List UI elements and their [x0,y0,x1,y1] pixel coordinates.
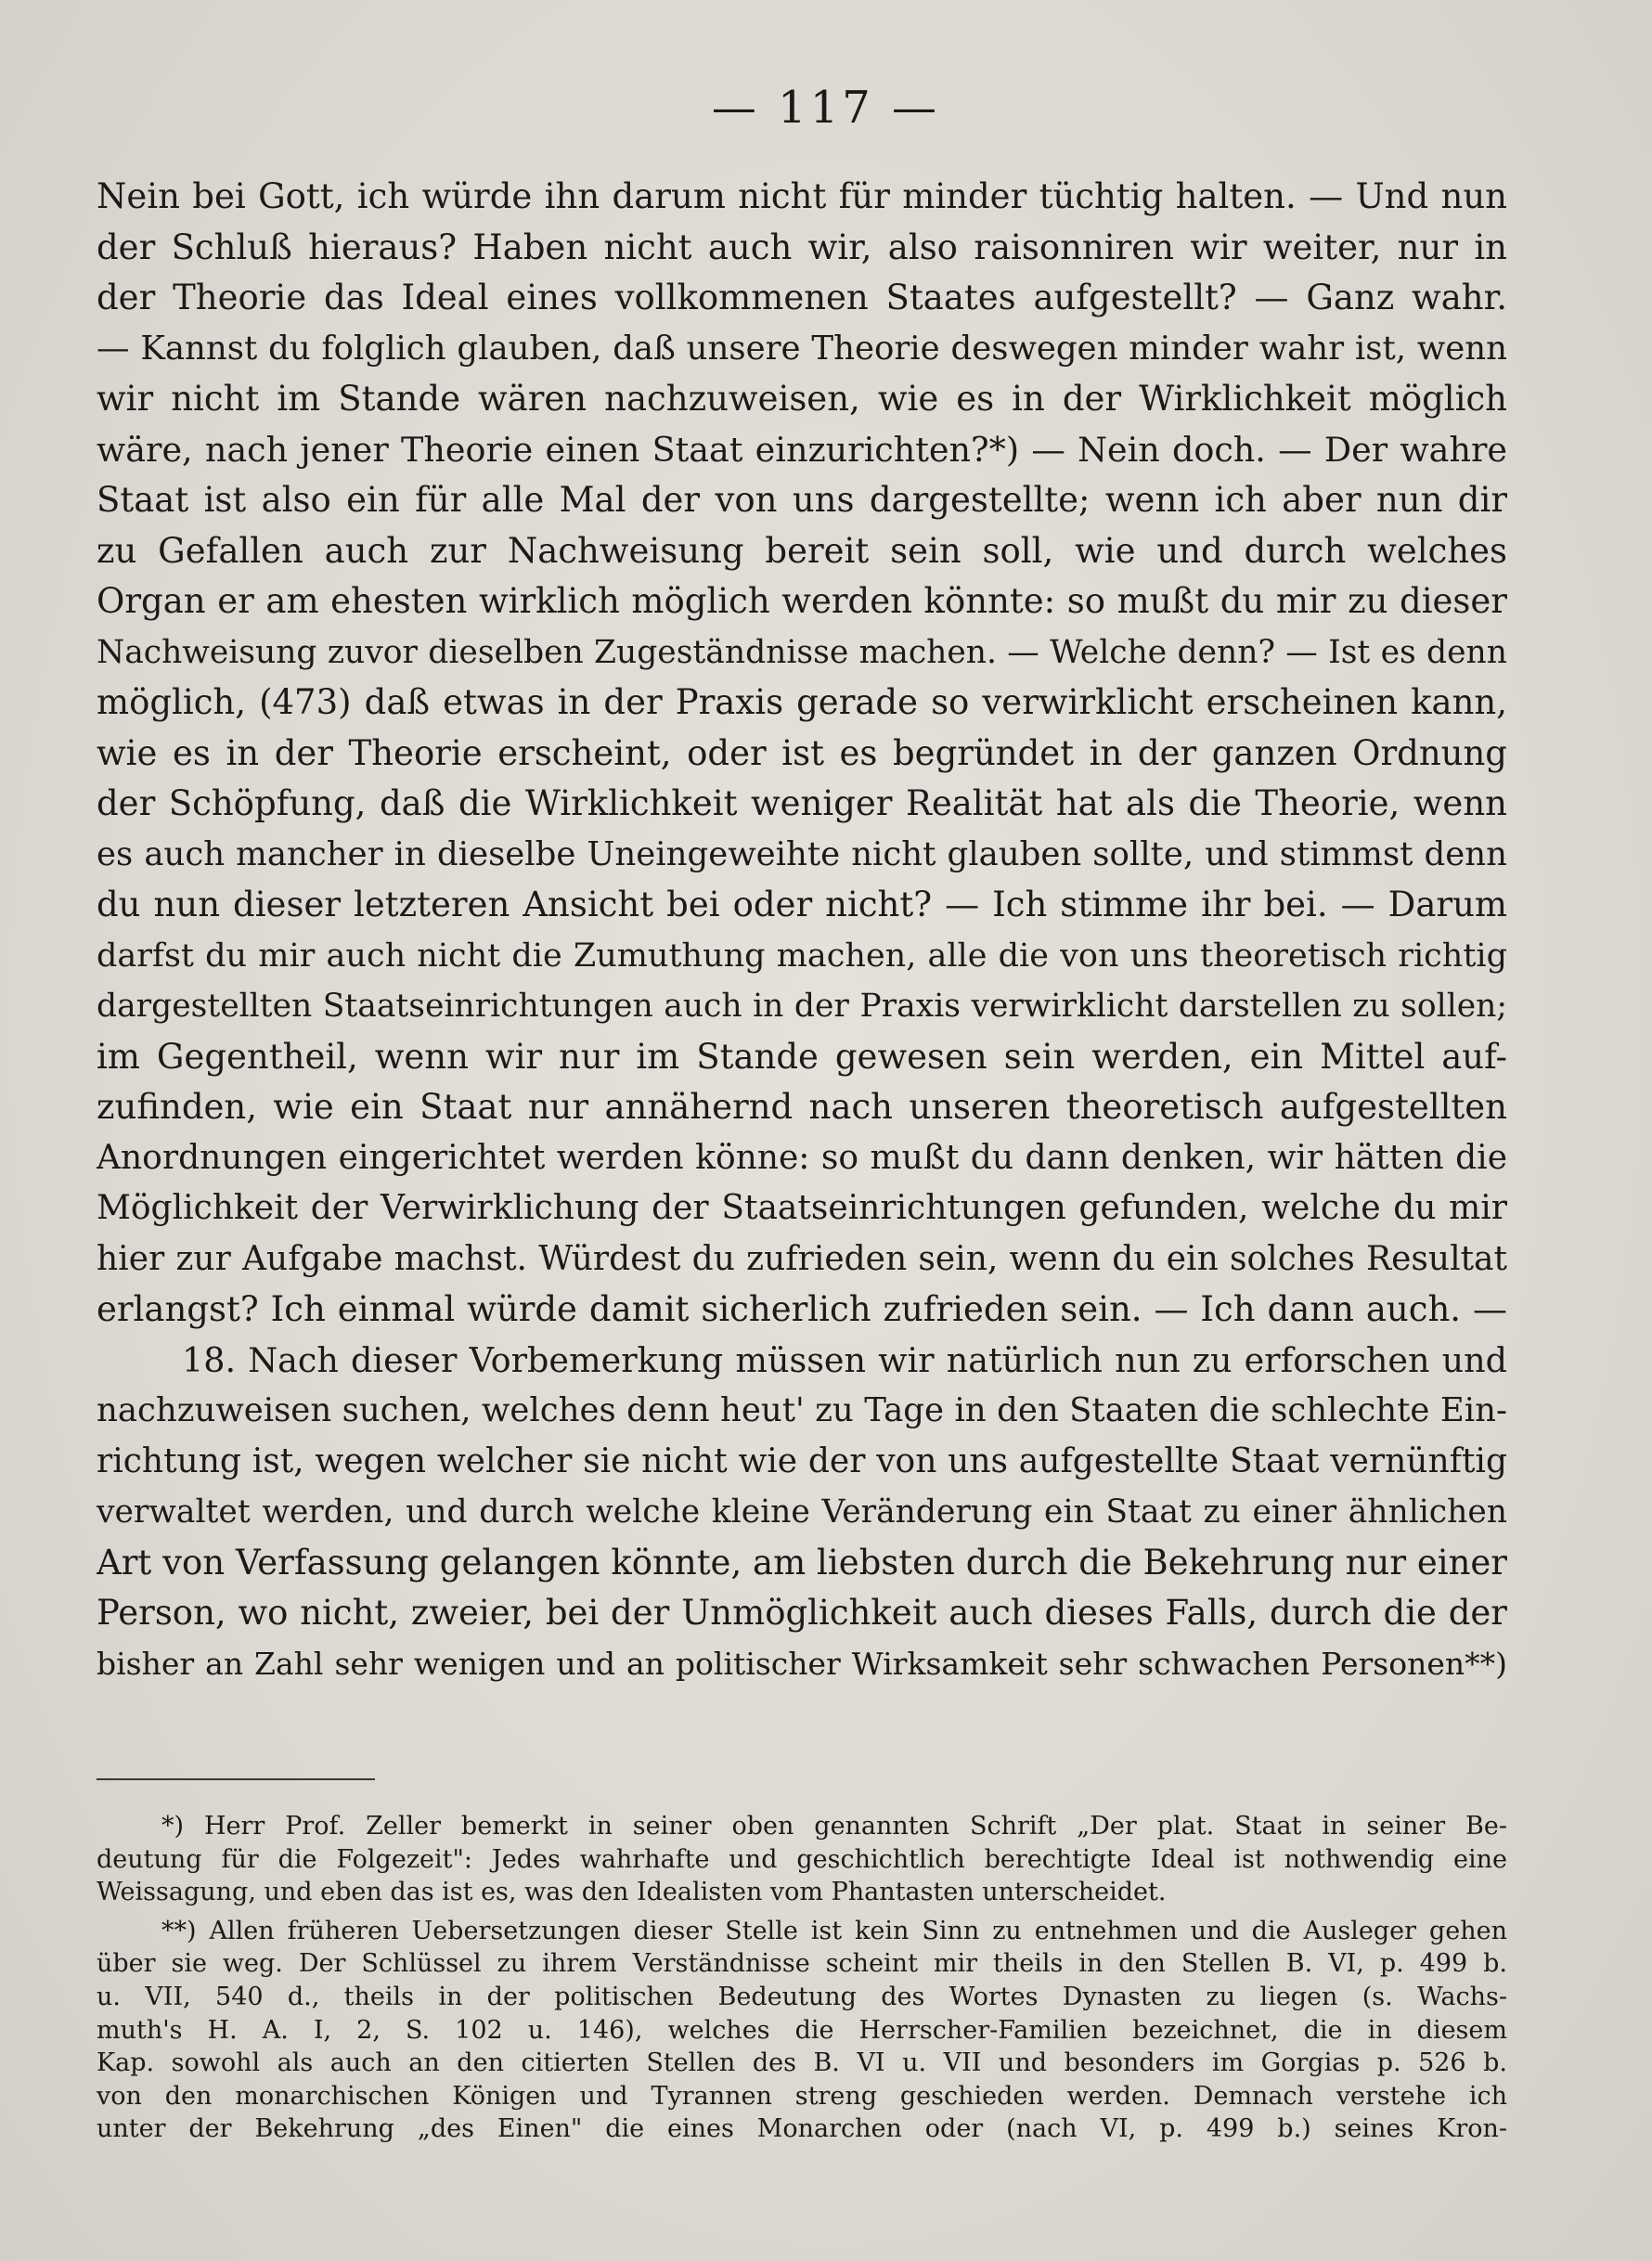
footnote-rule [97,1778,375,1780]
text-line: Organ er am ehesten wirklich möglich werden könnte: so mußt du mir zu dieser [97,581,1507,621]
footnote-line: Kap. sowohl als auch an den citierten Stellen des B. VI u. VII und besonders im Gorgias p. 526 b. [97,2048,1507,2078]
text-line: Anordnungen eingerichtet werden könne: so mußt du dann denken, wir hätten die [97,1138,1507,1177]
footnote-1 [97,1810,1507,1909]
footnote-2 [97,1915,1507,2146]
footnote-line: unter der Bekehrung „des Einen" die eines Monarchen oder (nach VI, p. 499 b.) seines Kron- [97,2114,1507,2144]
text-line: 18. Nach dieser Vorbemerkung müssen wir natürlich nun zu erforschen und [182,1339,1507,1380]
text-line: wir nicht im Stande wären nachzuweisen, wie es in der Wirklichkeit möglich [97,379,1507,419]
text-line: Staat ist also ein für alle Mal der von uns dargestellte; wenn ich aber nun dir [97,480,1507,520]
text-line: möglich, (473) daß etwas in der Praxis gerade so verwirklicht erscheinen kann, [97,682,1507,722]
text-line: hier zur Aufgabe machst. Würdest du zufrieden sein, wenn du ein solches Resultat [97,1239,1507,1278]
text-line: wie es in der Theorie erscheint, oder ist es begründet in der ganzen Ordnung [97,732,1507,773]
footnotes [97,1810,1507,2146]
footnote-line: *) Herr Prof. Zeller bemerkt in seiner oben genannten Schrift „Der plat. Staat in seiner Be- [161,1812,1507,1841]
text-line: dargestellten Staatseinrichtungen auch in der Praxis verwirklicht darstellen zu sollen; [97,988,1507,1025]
text-line: darfst du mir auch nicht die Zumuthung machen, alle die von uns theoretisch richtig [97,937,1507,975]
footnote-line: deutung für die Folgezeit": Jedes wahrhafte und geschichtlich berechtigte Ideal ist nothwendig eine [97,1844,1507,1874]
text-line: der Schöpfung, daß die Wirklichkeit weniger Realität hat als die Theorie, wenn [97,783,1507,823]
text-line: wäre, nach jener Theorie einen Staat einzurichten?*) — Nein doch. — Der wahre [97,429,1507,470]
body-text [97,172,1507,1689]
text-line: zufinden, wie ein Staat nur annähernd nach unseren theoretisch aufgestellten [97,1087,1507,1127]
footnote-line: muth's H. A. I, 2, S. 102 u. 146), welches die Herrscher-Familien bezeichnet, die in diesem [97,2015,1507,2045]
text-line: erlangst? Ich einmal würde damit sicherlich zufrieden sein. — Ich dann auch. — [97,1289,1507,1329]
text-line: bisher an Zahl sehr wenigen und an politischer Wirksamkeit sehr schwachen Personen**) [97,1645,1507,1682]
footnote-line: über sie weg. Der Schlüssel zu ihrem Verständnisse scheint mir theils in den Stellen B. VI, p. 499 b. [97,1949,1507,1979]
text-line: Art von Verfassung gelangen könnte, am liebsten durch die Bekehrung nur einer [97,1542,1507,1583]
text-line: es auch mancher in dieselbe Uneingeweihte nicht glauben sollte, und stimmst denn [97,834,1507,873]
text-line: Nachweisung zuvor dieselben Zugeständnisse machen. — Welche denn? — Ist es denn [97,633,1507,671]
footnote-line: u. VII, 540 d., theils in der politischen Bedeutung des Wortes Dynasten zu liegen (s. Wachs- [97,1982,1507,2011]
footnote-line: von den monarchischen Königen und Tyrannen streng geschieden werden. Demnach verstehe ich [97,2081,1507,2111]
footnote-line: Weissagung, und eben das ist es, was den Idealisten vom Phantasten unterscheidet. [97,1878,1167,1907]
text-line: im Gegentheil, wenn wir nur im Stande gewesen sein werden, ein Mittel auf- [97,1036,1507,1077]
page-number: — 117 — [711,82,941,134]
text-line: nachzuweisen suchen, welches denn heut' zu Tage in den Staaten die schlechte Ein- [97,1391,1507,1429]
text-line: Person, wo nicht, zweier, bei der Unmöglichkeit auch dieses Falls, durch die der [97,1593,1507,1633]
text-line: — Kannst du folglich glauben, daß unsere Theorie deswegen minder wahr ist, wenn [97,329,1507,368]
text-line: zu Gefallen auch zur Nachweisung bereit sein soll, wie und durch welches [97,530,1507,571]
footnote-line: **) Allen früheren Uebersetzungen dieser Stelle ist kein Sinn zu entnehmen und die Ausleger gehen [161,1916,1507,1945]
text-line: richtung ist, wegen welcher sie nicht wie der von uns aufgestellte Staat vernünftig [97,1441,1507,1480]
text-line: der Theorie das Ideal eines vollkommenen Staates aufgestellt? — Ganz wahr. [97,278,1507,317]
text-line: Nein bei Gott, ich würde ihn darum nicht für minder tüchtig halten. — Und nun [97,176,1507,216]
text-line: der Schluß hieraus? Haben nicht auch wir, also raisonniren wir weiter, nur in [97,226,1507,267]
text-line: Möglichkeit der Verwirklichung der Staatseinrichtungen gefunden, welche du mir [97,1189,1507,1227]
text-line: du nun dieser letzteren Ansicht bei oder nicht? — Ich stimme ihr bei. — Darum [97,885,1507,924]
text-line: verwaltet werden, und durch welche kleine Veränderung ein Staat zu einer ähnlichen [97,1493,1507,1531]
